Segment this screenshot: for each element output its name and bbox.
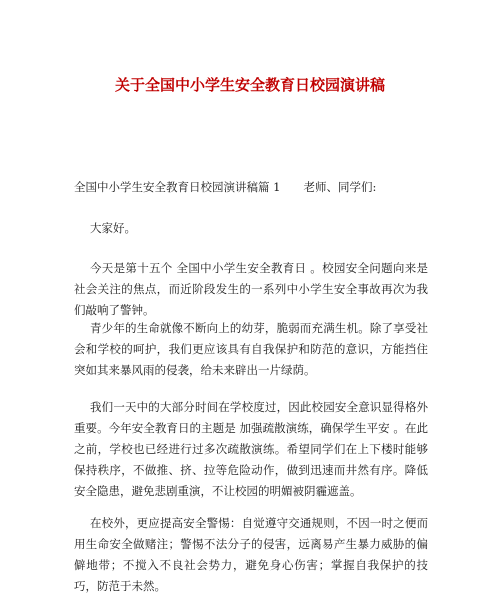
document-paragraph: 我们一天中的大部分时间在学校度过，因此校园安全意识显得格外重要。今年安全教育日的主题是 加强疏散演练，确保学生平安 。在此之前，学校也已经进行过多次疏散演练。希望同学们在上下楼时能够保持秩序，不做推、挤、拉等危险动作，做到迅速而井然有序。降低安全隐患，避免悲剧重演，不让校园的明媚被阴霾遮盖。 [74,400,428,498]
document-paragraph: 青少年的生命就像不断向上的幼芽，脆弱而充满生机。除了享受社会和学校的呵护，我们更应该具有自我保护和防范的意识，方能挡住突如其来暴风雨的侵袭，给未来辟出一片绿荫。 [74,321,428,377]
document-title: 关于全国中小学生安全教育日校园演讲稿 [114,76,385,94]
document-paragraph: 今天是第十五个 全国中小学生安全教育日 。校园安全问题向来是社会关注的焦点，而近阶段发生的一系列中小学生安全事故再次为我们敲响了警钟。 [74,261,428,317]
document-paragraph: 在校外，更应提高安全警惕：自觉遵守交通规则，不因一时之便而用生命安全做赌注；警惕不法分子的侵害，远离易产生暴力威胁的偏僻地带；不搅入不良社会势力，避免身心伤害；掌握自我保护的技巧，防范于未然。 [74,516,428,593]
document-paragraph: 大家好。 [90,221,136,235]
document-paragraph: 全国中小学生安全教育日校园演讲稿篇 1 老师、同学们: [74,180,377,194]
